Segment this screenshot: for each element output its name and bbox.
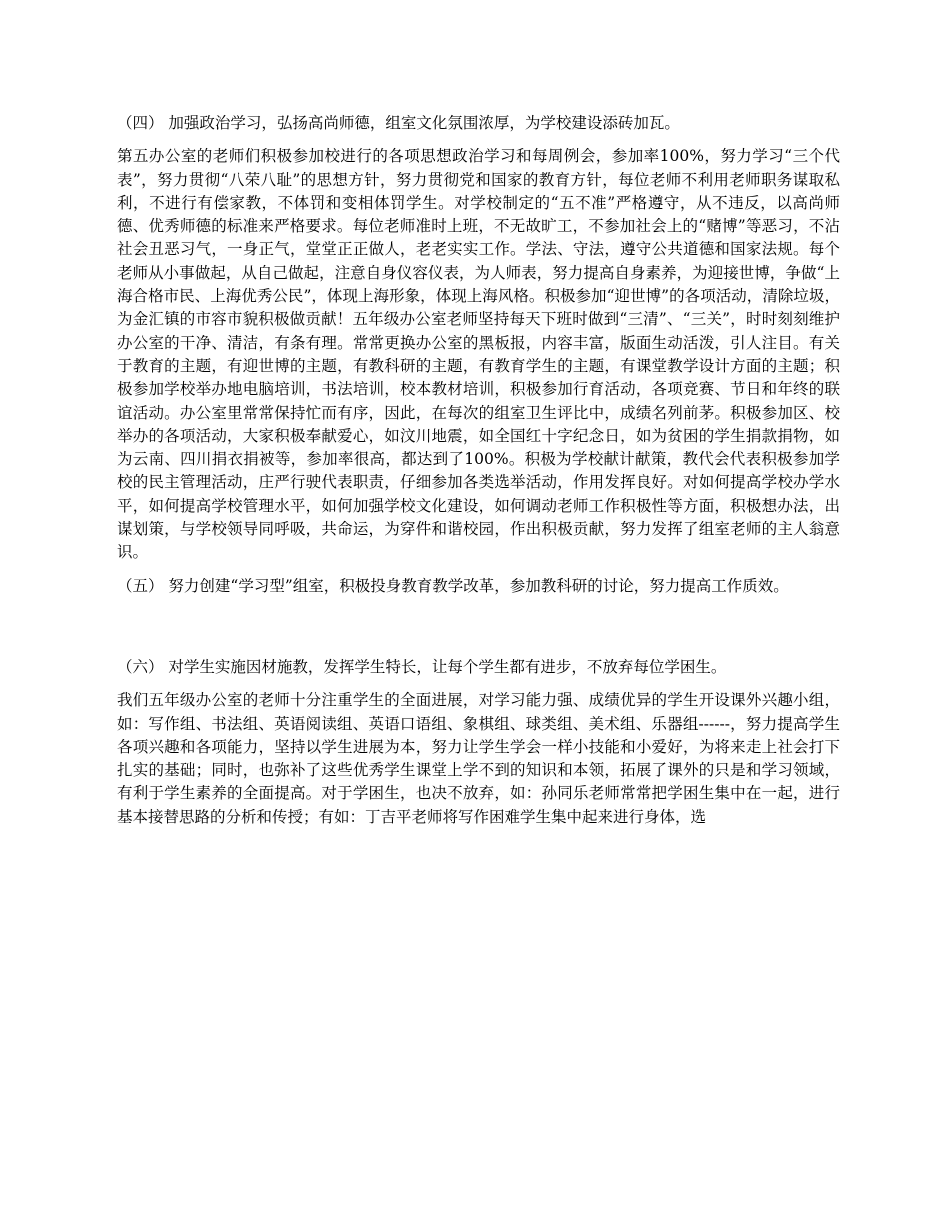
section-5-heading: （五） 努力创建“学习型”组室，积极投身教育教学改革，参加教科研的讨论，努力提高工作质效。: [117, 576, 789, 595]
section-6-body: 我们五年级办公室的老师十分注重学生的全面进展，对学习能力强、成绩优异的学生开设课外兴趣小组，如：写作组、书法组、英语阅读组、英语口语组、象棋组、球类组、美术组、乐器组------，努力提高学生各项兴趣和各项能力，坚持以学生进展为本，努力让学生学会一样小技能和小爱好，为将来走上社会打下扎实的基础；同时，也弥补了这些优秀学生课堂上学不到的知识和本领，拓展了课外的只是和学习领域，有利于学生素养的全面提高。对于学困生，也决不放弃，如：孙同乐老师常常把学困生集中在一起，进行基本接替思路的分析和传授；有如：丁吉平老师将写作困难学生集中起来进行身体，选: [117, 691, 840, 826]
section-4-body: 第五办公室的老师们积极参加校进行的各项思想政治学习和每周例会，参加率100%，努力学习“三个代表”，努力贯彻“八荣八耻”的思想方针，努力贯彻党和国家的教育方针，每位老师不利用老师职务谋取私利，不进行有偿家教，不体罚和变相体罚学生。对学校制定的“五不准”严格遵守，从不违反，以高尚师德、优秀师德的标准来严格要求。每位老师准时上班，不无故旷工，不参加社会上的“赌博”等恶习，不沾社会丑恶习气，一身正气，堂堂正正做人，老老实实工作。学法、守法，遵守公共道德和国家法规。每个老师从小事做起，从自己做起，注意自身仪容仪表，为人师表，努力提高自身素养，为迎接世博，争做“上海合格市民、上海优秀公民”，体现上海形象，体现上海风格。积极参加“迎世博”的各项活动，清除垃圾，为金汇镇的市容市貌积极做贡献！五年级办公室老师坚持每天下班时做到“三清”、“三关”，时时刻刻维护办公室的干净、清洁，有条有理。常常更换办公室的黑板报，内容丰富，版面生动活泼，引人注目。有关于教育的主题，有迎世博的主题，有教科研的主题，有教育学生的主题，有课堂教学设计方面的主题；积极参加学校举办地电脑培训，书法培训，校本教材培训，积极参加行育活动，各项竞赛、节日和年终的联谊活动。办公室里常常保持忙而有序，因此，在每次的组室卫生评比中，成绩名列前茅。积极参加区、校举办的各项活动，大家积极奉献爱心，如汶川地震，如全国红十字纪念日，如为贫困的学生捐款捐物，如为云南、四川捐衣捐被等，参加率很高，都达到了100%。积极为学校献计献策，教代会代表积极参加学校的民主管理活动，庄严行驶代表职责，仔细参加各类选举活动，作用发挥良好。对如何提高学校办学水平，如何提高学校管理水平，如何加强学校文化建设，如何调动老师工作积极性等方面，积极想办法，出谋划策，与学校领导同呼吸，共命运，为穿件和谐校园，作出积极贡献，努力发挥了组室老师的主人翁意识。: [117, 147, 840, 562]
section-4-heading: （四） 加强政治学习，弘扬高尚师德，组室文化氛围浓厚，为学校建设添砖加瓦。: [117, 114, 680, 132]
section-6-heading: （六） 对学生实施因材施教，发挥学生特长，让每个学生都有进步，不放弃每位学困生。: [117, 657, 727, 676]
document-page: [117, 112, 840, 829]
